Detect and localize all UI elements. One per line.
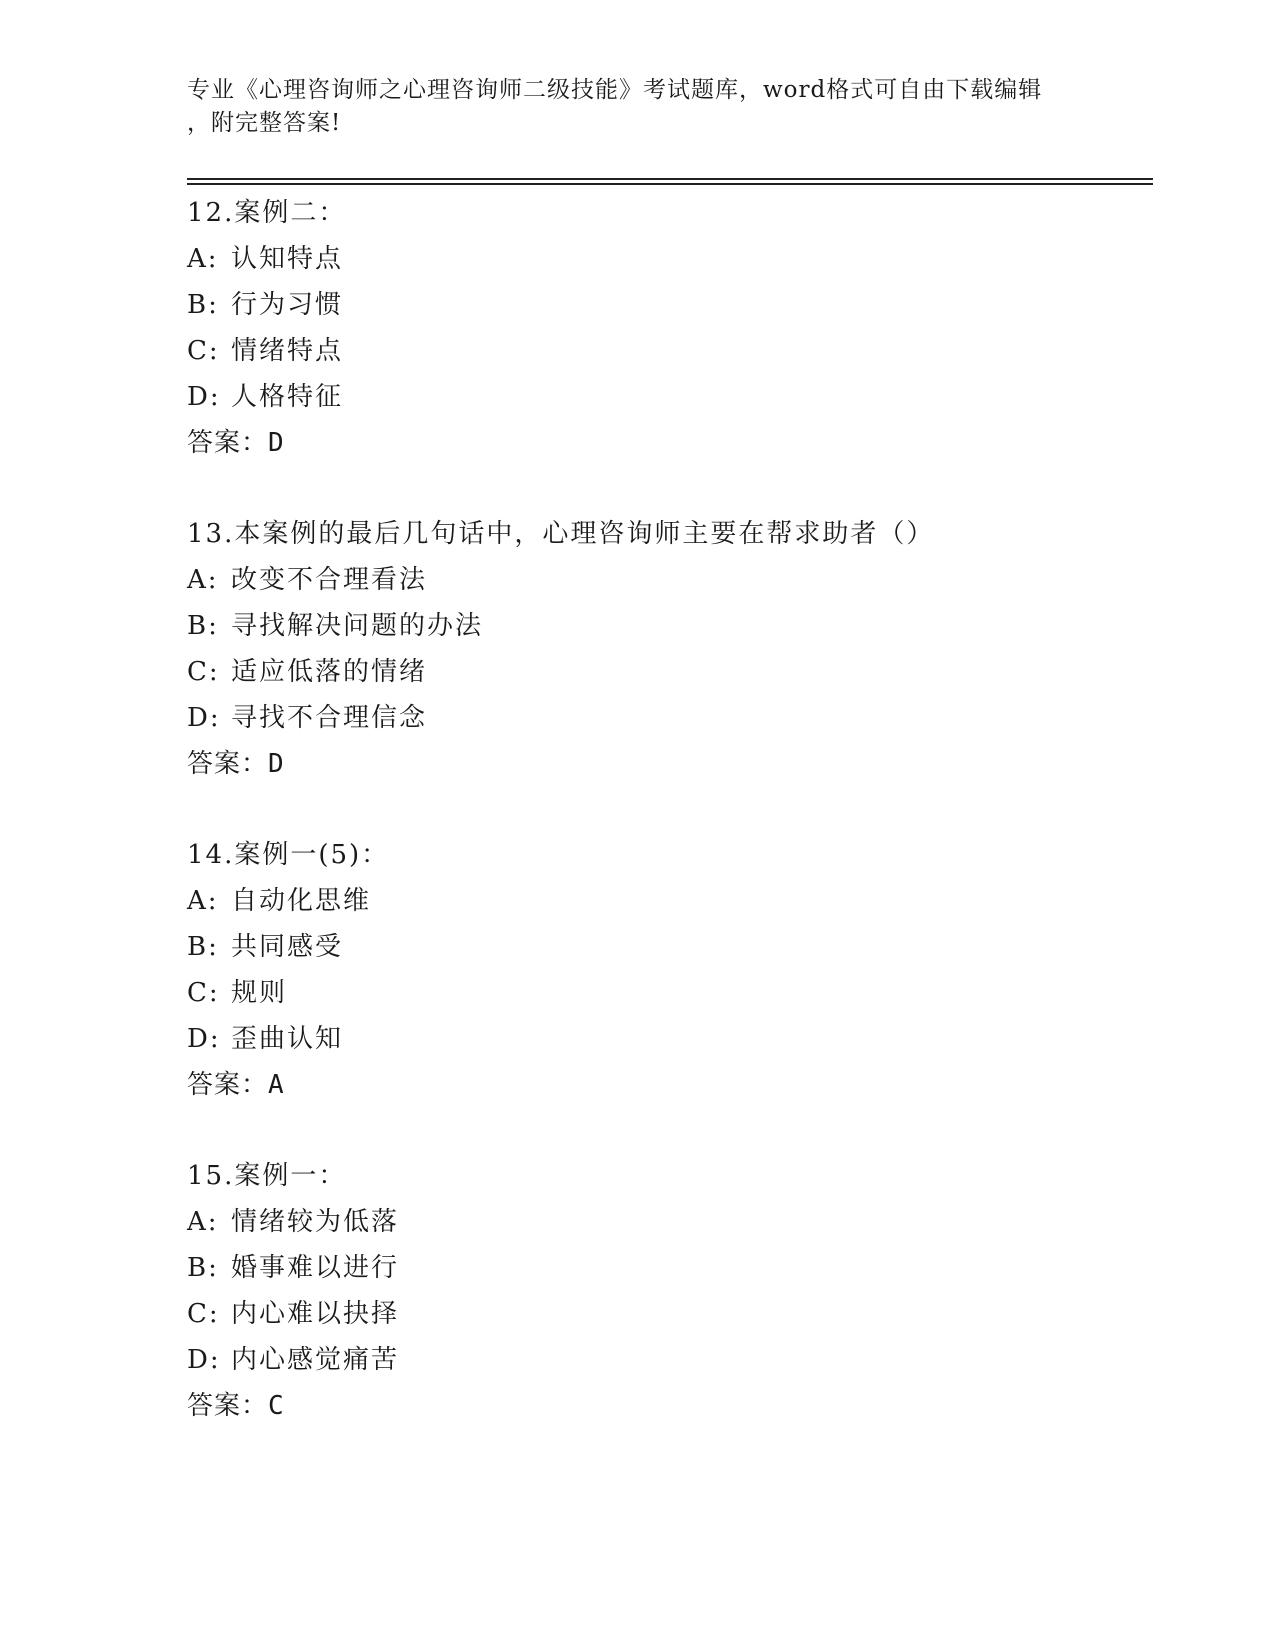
answer-value: D (268, 749, 285, 779)
option-c (187, 328, 1147, 374)
option-text: 共同感受 (231, 932, 344, 962)
option-letter: B: (187, 1253, 219, 1283)
question-stem: 13.本案例的最后几句话中，心理咨询师主要在帮求助者（） (187, 519, 935, 549)
option-text: 歪曲认知 (231, 1024, 344, 1054)
answer-label: 答案： (187, 1070, 269, 1100)
answer-value: C (268, 1391, 285, 1421)
option-text: 适应低落的情绪 (231, 657, 428, 687)
option-letter: D: (187, 1345, 221, 1375)
option-text: 认知特点 (231, 244, 344, 274)
option-letter: D: (187, 703, 221, 733)
answer-value: A (268, 1070, 285, 1100)
option-text: 情绪特点 (231, 336, 344, 366)
answer-line (187, 1062, 1147, 1108)
option-text: 内心感觉痛苦 (231, 1345, 400, 1375)
option-letter: A: (187, 1207, 219, 1237)
option-letter: C: (187, 336, 220, 366)
question-stem: 12.案例二： (187, 198, 347, 228)
answer-label: 答案： (187, 428, 269, 458)
question-14 (187, 832, 1147, 1108)
header-line-1: 专业《心理咨询师之心理咨询师二级技能》考试题库，word格式可自由下载编辑 (187, 77, 1043, 103)
answer-label: 答案： (187, 1391, 269, 1421)
option-letter: A: (187, 244, 219, 274)
option-text: 行为习惯 (231, 290, 344, 320)
header-divider-top (187, 178, 1153, 180)
answer-label: 答案： (187, 749, 269, 779)
option-d (187, 1016, 1147, 1062)
header-divider-bottom (187, 183, 1153, 185)
option-letter: A: (187, 565, 219, 595)
option-b (187, 603, 1147, 649)
option-letter: B: (187, 290, 219, 320)
option-b (187, 1245, 1147, 1291)
option-text: 人格特征 (231, 382, 344, 412)
option-letter: C: (187, 978, 220, 1008)
option-a (187, 557, 1147, 603)
answer-line (187, 1383, 1147, 1429)
answer-line (187, 741, 1147, 787)
option-text: 婚事难以进行 (231, 1253, 400, 1283)
option-letter: A: (187, 886, 219, 916)
question-13 (187, 511, 1147, 787)
option-d (187, 695, 1147, 741)
option-text: 寻找不合理信念 (231, 703, 428, 733)
option-a (187, 1199, 1147, 1245)
document-header (187, 74, 1067, 140)
option-c (187, 970, 1147, 1016)
question-list (187, 190, 1147, 1474)
question-12 (187, 190, 1147, 466)
option-letter: C: (187, 1299, 220, 1329)
option-text: 自动化思维 (231, 886, 372, 916)
option-text: 内心难以抉择 (231, 1299, 400, 1329)
option-c (187, 649, 1147, 695)
option-text: 情绪较为低落 (231, 1207, 400, 1237)
option-b (187, 924, 1147, 970)
option-b (187, 282, 1147, 328)
option-letter: D: (187, 382, 221, 412)
option-text: 规则 (231, 978, 288, 1008)
question-15 (187, 1153, 1147, 1429)
option-letter: B: (187, 932, 219, 962)
option-c (187, 1291, 1147, 1337)
option-d (187, 1337, 1147, 1383)
option-d (187, 374, 1147, 420)
option-letter: D: (187, 1024, 221, 1054)
answer-line (187, 420, 1147, 466)
option-a (187, 236, 1147, 282)
option-letter: C: (187, 657, 220, 687)
question-stem: 14.案例一(5)： (187, 840, 390, 870)
header-line-2: ，附完整答案! (187, 110, 342, 136)
answer-value: D (268, 428, 285, 458)
option-letter: B: (187, 611, 219, 641)
option-text: 改变不合理看法 (231, 565, 428, 595)
option-text: 寻找解决问题的办法 (231, 611, 484, 641)
question-stem: 15.案例一： (187, 1161, 347, 1191)
option-a (187, 878, 1147, 924)
